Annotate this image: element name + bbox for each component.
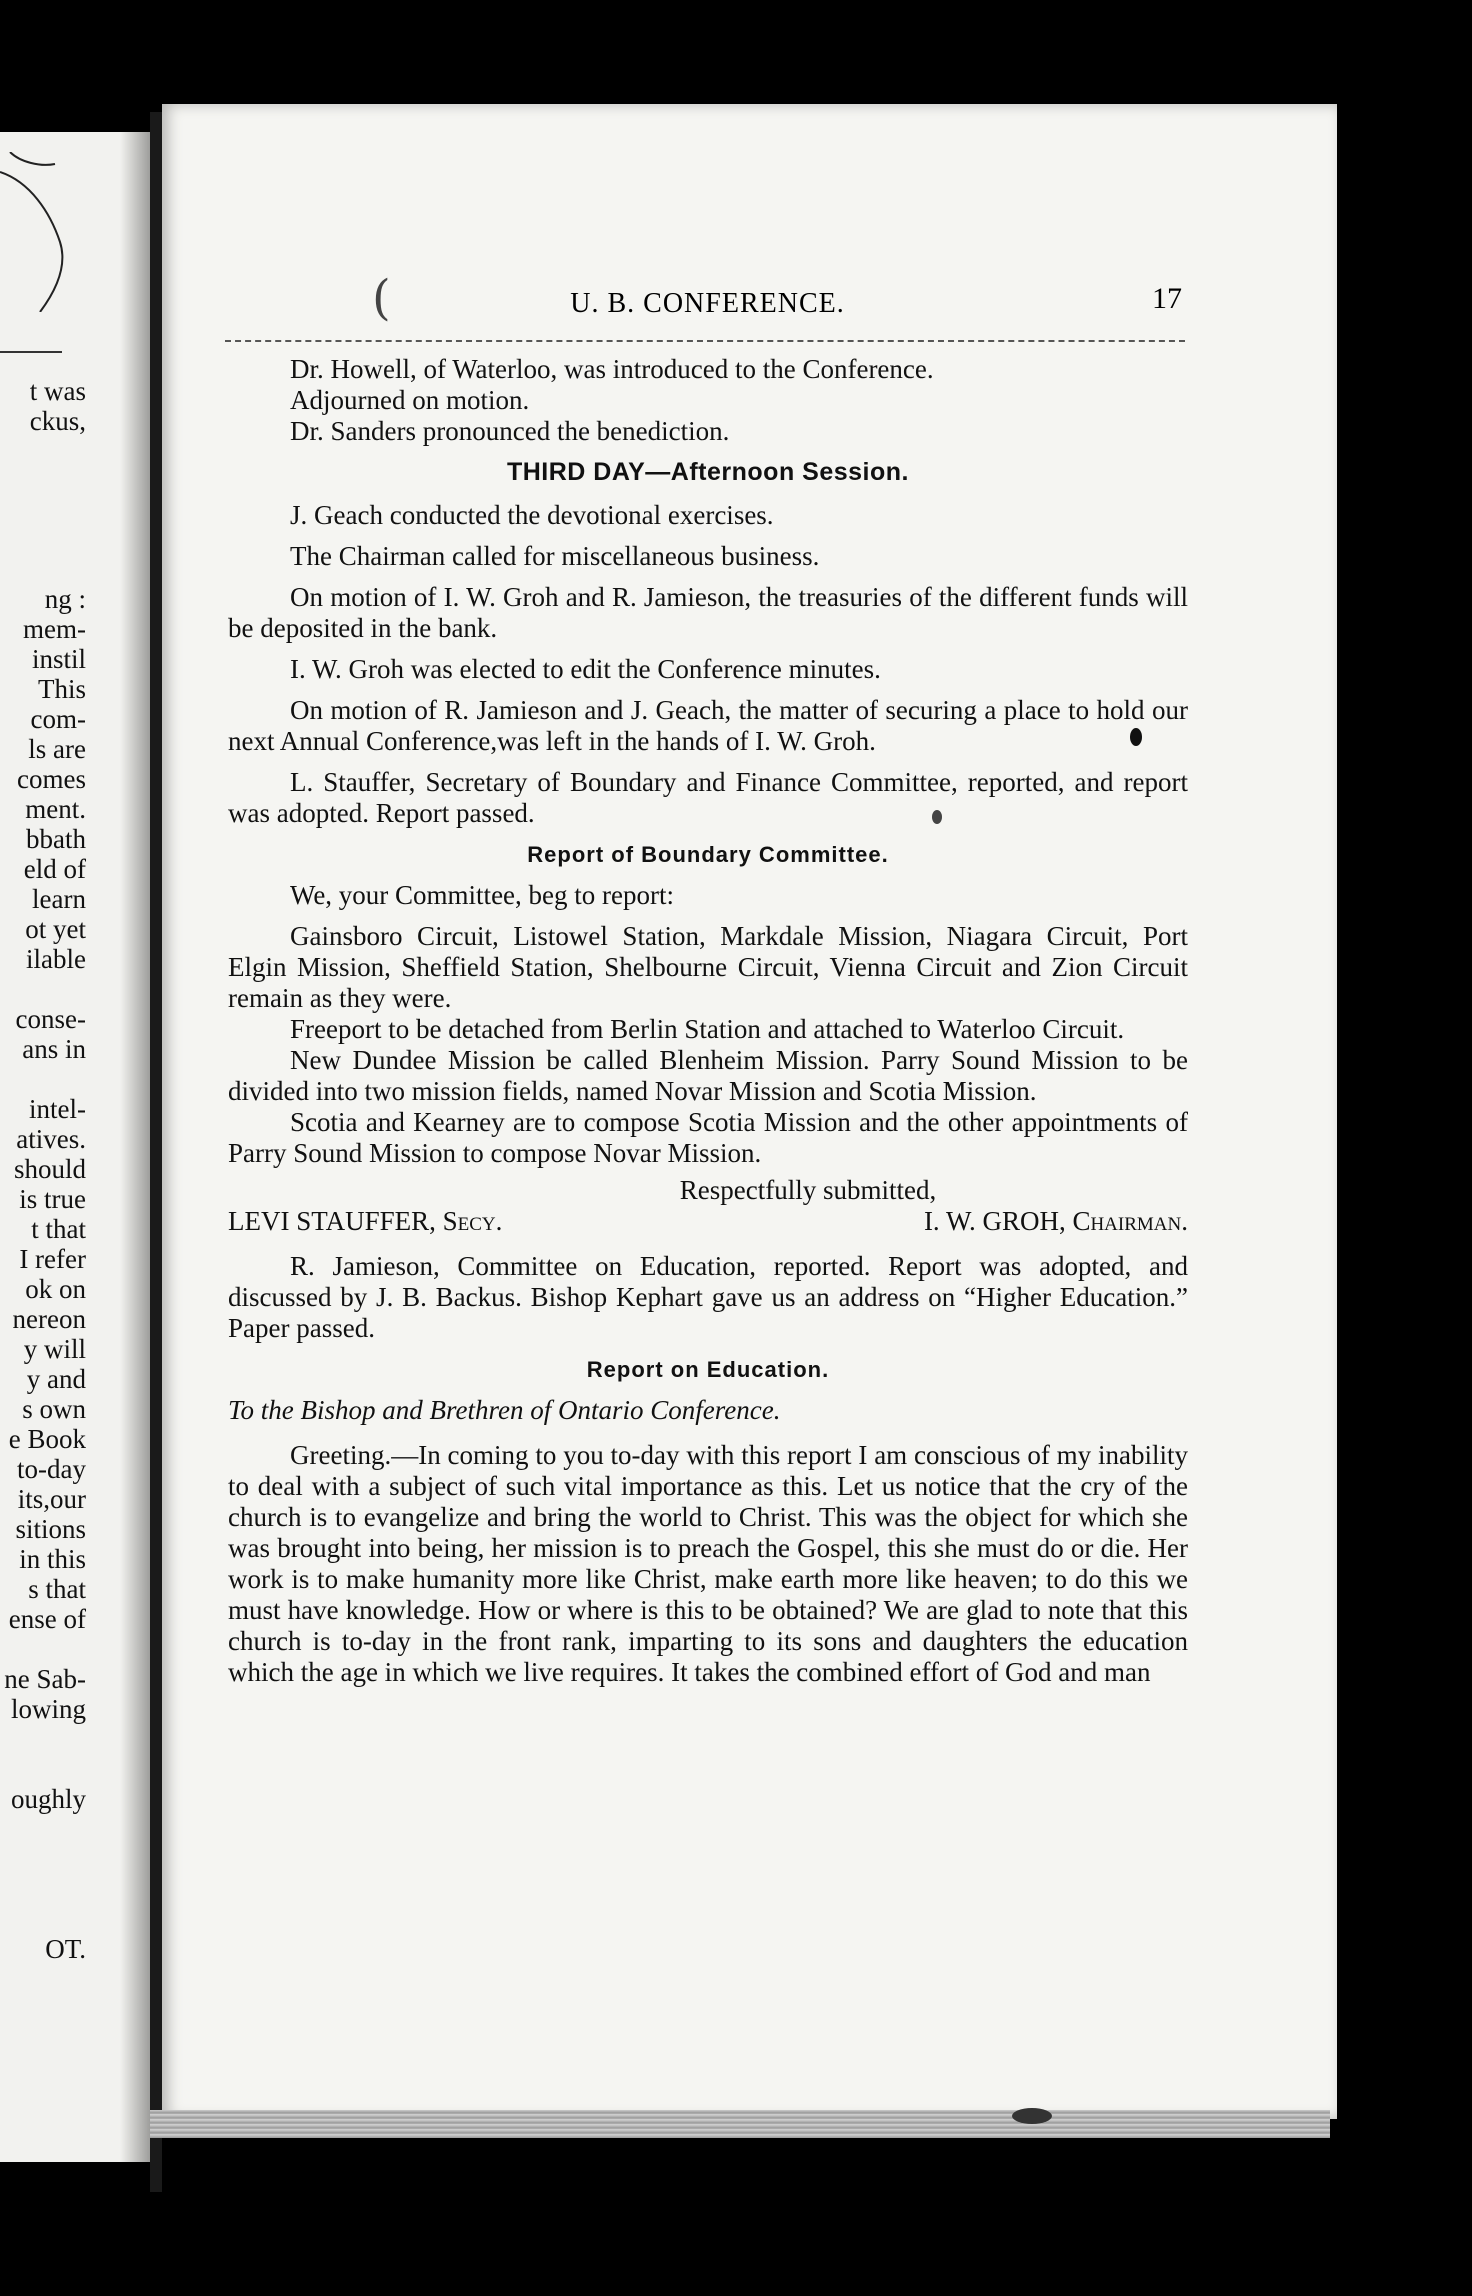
report-salutation: To the Bishop and Brethren of Ontario Conference.	[228, 1395, 781, 1425]
fragment-line: y will	[23, 1334, 86, 1364]
report-paragraph: Freeport to be detached from Berlin Station and attached to Waterloo Circuit.	[290, 1014, 1125, 1044]
fragment-line: t was	[29, 376, 86, 406]
fragment-line: ls are	[28, 734, 86, 764]
fragment-line: This	[37, 674, 86, 704]
session-paragraph: The Chairman called for miscellaneous business.	[290, 541, 820, 571]
fragment-line: ense of	[8, 1604, 86, 1634]
session-paragraph: J. Geach conducted the devotional exercises.	[290, 500, 774, 530]
secretary-signature: LEVI STAUFFER, Secy.	[228, 1206, 503, 1236]
running-head-title: U. B. CONFERENCE.	[570, 288, 845, 319]
fragment-line: bbath	[26, 824, 86, 854]
fragment-line: lowing	[10, 1694, 86, 1724]
ink-spot	[1130, 728, 1142, 746]
fragment-line: ment.	[25, 794, 86, 824]
signature-row	[228, 1206, 1188, 1237]
fragment-line: s that	[28, 1574, 86, 1604]
signature-closing: Respectfully submitted,	[679, 1175, 937, 1205]
gutter-shadow	[120, 132, 150, 2162]
report-paragraph: We, your Committee, beg to report:	[290, 880, 674, 910]
page-body	[228, 354, 1188, 1698]
education-intro-paragraph: R. Jamieson, Committee on Education, reported. Report was adopted, and discussed by J. B. Backus. Bishop Kephart gave us an address on “Higher Education.” Paper passed.	[228, 1251, 1188, 1343]
fragment-line: to-day	[17, 1454, 86, 1484]
fragment-line: its,our	[17, 1484, 86, 1514]
fragment-line: ok on	[25, 1274, 86, 1304]
fragment-line: ilable	[26, 944, 86, 974]
fragment-line: should	[13, 1154, 86, 1184]
running-head	[225, 282, 1190, 322]
fragment-line: ckus,	[29, 406, 86, 436]
fragment-line: atives.	[16, 1124, 86, 1154]
facing-page-rule	[0, 351, 62, 353]
fragment-line: nereon	[12, 1304, 86, 1334]
fragment-line: ot yet	[25, 914, 86, 944]
fragment-line: I refer	[19, 1244, 86, 1274]
minutes-line: Dr. Sanders pronounced the benediction.	[290, 416, 730, 446]
fragment-line: OT.	[45, 1934, 86, 1964]
fragment-line: intel-	[29, 1094, 86, 1124]
fragment-line: e Book	[8, 1424, 86, 1454]
chairman-signature: I. W. GROH, Chairman.	[923, 1206, 1188, 1236]
fragment-line: t that	[31, 1214, 86, 1244]
fragment-line: com-	[30, 704, 86, 734]
page-bottom-edge	[150, 2110, 1330, 2138]
fragment-line: ans in	[22, 1034, 86, 1064]
fragment-line: in this	[19, 1544, 86, 1574]
session-paragraph: L. Stauffer, Secretary of Boundary and Finance Committee, reported, and report was adopted. Report passed.	[228, 767, 1188, 828]
fragment-line: comes	[17, 764, 86, 794]
fragment-line: is true	[19, 1184, 86, 1214]
fragment-line: s own	[22, 1394, 86, 1424]
fragment-line: ne Sab-	[4, 1664, 86, 1694]
session-heading: THIRD DAY—Afternoon Session.	[506, 458, 909, 486]
ink-spot	[932, 810, 942, 824]
education-paragraph: Greeting.—In coming to you to-day with this report I am conscious of my inability to deal with a subject of such vital importance as this. Let us notice that the cry of the church is to evangelize and bring the world to Christ. This was the object for which she was brought into being, her mission is to preach the Gospel, this she must do or die. Her work is to make humanity more like Christ, make earth more like heaven; to do this we must have knowledge. How or where is this to be obtained? We are glad to note that this church is to-day in the front rank, imparting to its sons and daughters the education which the age in which we live requires. It takes the combined effort of God and man	[228, 1440, 1188, 1687]
fragment-line: conse-	[15, 1004, 86, 1034]
fragment-line: y and	[26, 1364, 86, 1394]
report-paragraph: New Dundee Mission be called Blenheim Mission. Parry Sound Mission to be divided into two mission fields, named Novar Mission and Scotia Mission.	[228, 1045, 1188, 1106]
fragment-line: oughly	[10, 1784, 86, 1814]
session-paragraph: I. W. Groh was elected to edit the Conference minutes.	[290, 654, 881, 684]
ink-spot	[1012, 2108, 1052, 2124]
fragment-line: learn	[32, 884, 86, 914]
minutes-line: Dr. Howell, of Waterloo, was introduced to the Conference.	[290, 354, 934, 384]
fragment-line: sitions	[15, 1514, 86, 1544]
book-spine	[150, 112, 162, 2192]
session-paragraph: On motion of R. Jamieson and J. Geach, the matter of securing a place to hold our next Annual Conference,was left in the hands of I. W. Groh.	[228, 695, 1188, 756]
report-paragraph: Scotia and Kearney are to compose Scotia Mission and the other appointments of Parry Sound Mission to compose Novar Mission.	[228, 1107, 1188, 1168]
fragment-line: eld of	[23, 854, 86, 884]
boundary-report-heading: Report of Boundary Committee.	[527, 842, 889, 867]
pencil-doodle-mark	[0, 152, 90, 312]
education-report-heading: Report on Education.	[586, 1357, 830, 1382]
header-rule	[225, 340, 1185, 342]
fragment-line: ng :	[44, 584, 86, 614]
fragment-line: mem-	[23, 614, 86, 644]
minutes-line: Adjourned on motion.	[290, 385, 530, 415]
fragment-line: instil	[31, 644, 86, 674]
session-paragraph: On motion of I. W. Groh and R. Jamieson, the treasuries of the different funds will be deposited in the bank.	[228, 582, 1188, 643]
report-paragraph: Gainsboro Circuit, Listowel Station, Markdale Mission, Niagara Circuit, Port Elgin Mission, Sheffield Station, Shelbourne Circuit, Vienna Circuit and Zion Circuit remain as they were.	[228, 921, 1188, 1013]
bracket-mark: (	[372, 270, 391, 326]
page-number: 17	[1152, 282, 1182, 315]
facing-page-fragment	[0, 132, 150, 2162]
